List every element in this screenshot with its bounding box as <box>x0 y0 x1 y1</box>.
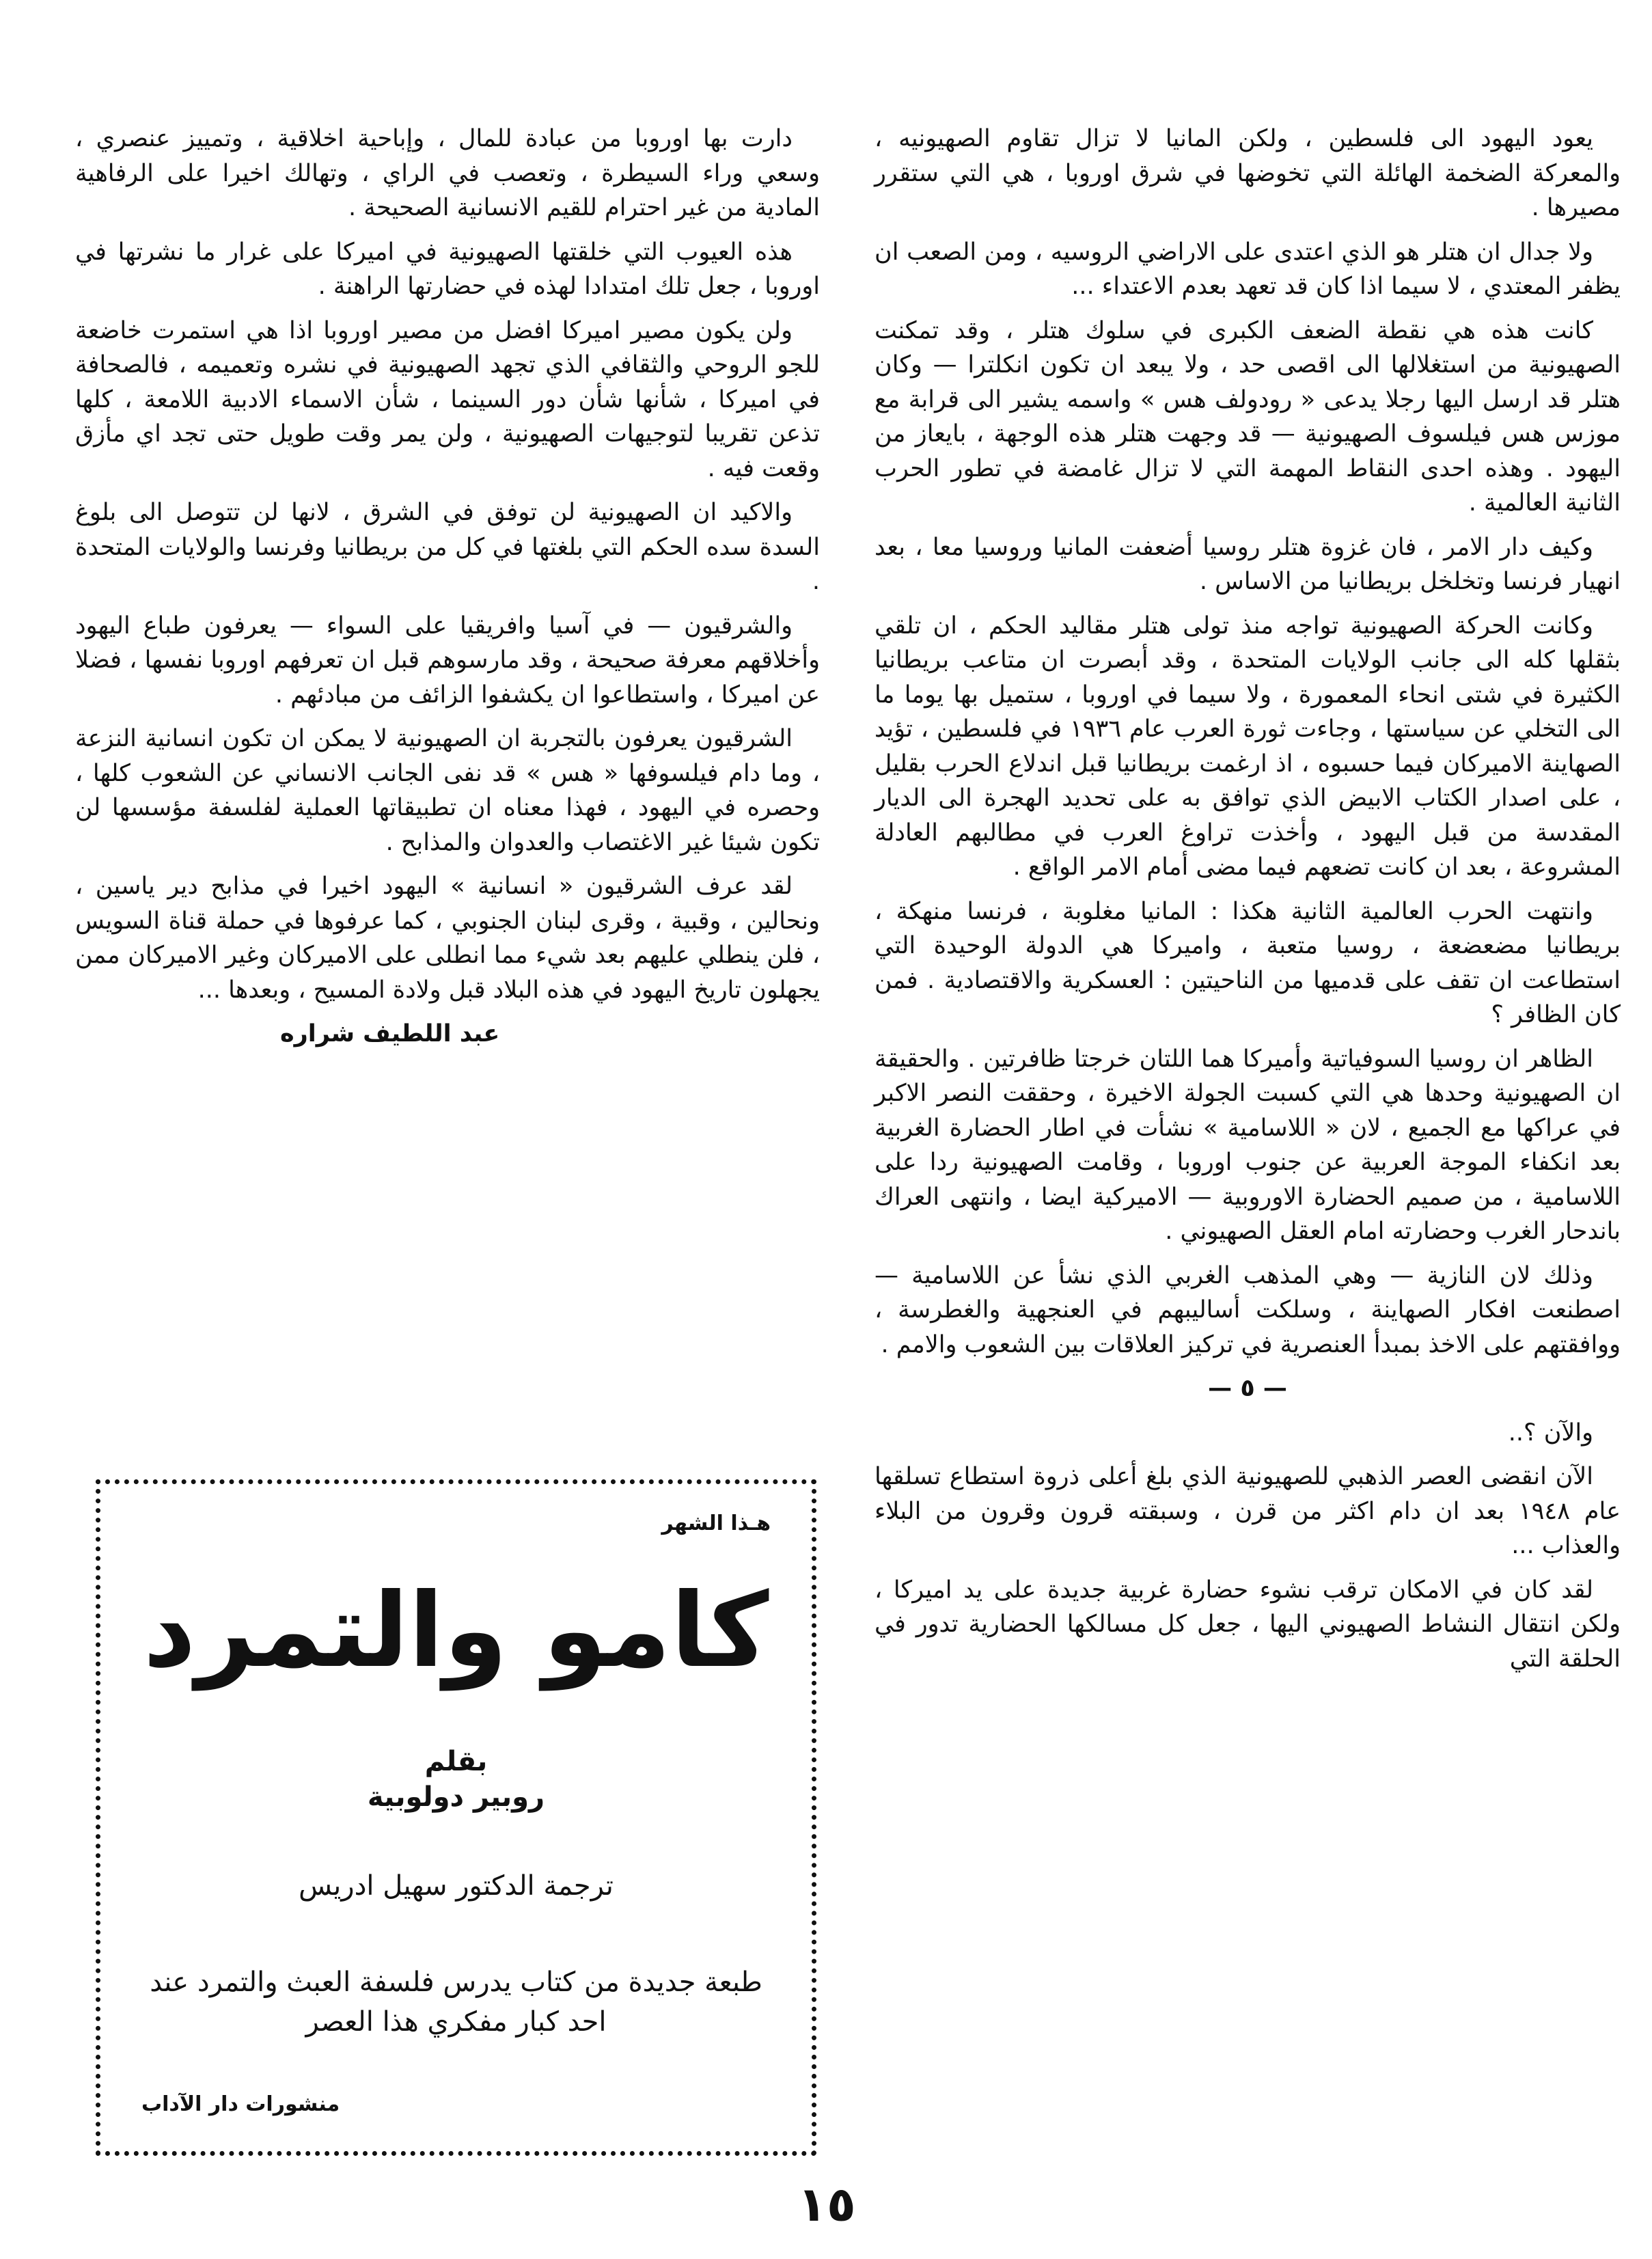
left-column <box>75 122 820 1061</box>
paragraph: والاكيد ان الصهيونية لن توفق في الشرق ، لانها لن تتوصل الى بلوغ السدة سده الحكم التي بلغتها في كل من بريطانيا وفرنسا والولايات المتحدة . <box>75 499 820 595</box>
paragraph: هذه العيوب التي خلقتها الصهيونية في اميركا على غرار ما نشرتها في اوروبا ، جعل تلك امتدادا لهذه في حضارتها الراهنة . <box>75 238 820 300</box>
ad-book-title: كامو والتمرد <box>143 1572 769 1690</box>
ad-kicker: هـذا الشهر <box>661 1511 771 1535</box>
ad-byline <box>100 1744 812 1815</box>
paragraph: يعود اليهود الى فلسطين ، ولكن المانيا لا تزال تقاوم الصهيونيه ، والمعركة الضخمة الهائلة التي تخوضها في شرق اوروبا ، هي التي ستقرر مصيرها . <box>875 125 1621 221</box>
paragraph: ولا جدال ان هتلر هو الذي اعتدى على الاراضي الروسيه ، ومن الصعب ان يظفر المعتدي ، لا سيما اذا كان قد تعهد بعدم الاعتداء ... <box>875 238 1621 300</box>
section-number: — ٥ — <box>1208 1375 1287 1402</box>
paragraph: وكيف دار الامر ، فان غزوة هتلر روسيا أضعفت المانيا وروسيا معا ، بعد انهيار فرنسا وتخلخل بريطانيا من الاساس . <box>875 533 1621 595</box>
book-advertisement <box>96 1479 816 2156</box>
paragraph: لقد كان في الامكان ترقب نشوء حضارة غربية جديدة على يد اميركا ، ولكن انتقال النشاط الصهيوني اليها ، جعل كل مسالكها الحضارية تدور في الحلقة التي <box>875 1576 1621 1673</box>
page-number: ١٥ <box>797 2176 856 2232</box>
paragraph: دارت بها اوروبا من عبادة للمال ، وإباحية اخلاقية ، وتمييز عنصري ، وسعي وراء السيطرة ، وتعصب في الراي ، وتهالك اخيرا على الرفاهية المادية من غير احترام للقيم الانسانية الصحيحة . <box>75 125 820 221</box>
ad-description: طبعة جديدة من كتاب يدرس فلسفة العبث والتمرد عند احد كبار مفكري هذا العصر <box>150 1967 762 2038</box>
paragraph: وذلك لان النازية — وهي المذهب الغربي الذي نشأ عن اللاسامية — اصطنعت افكار الصهاينة ، وسلكت أساليبهم في العنجهية والغطرسة ، ووافقتهم على الاخذ بمبدأ العنصرية في تركيز العلاقات بين الشعوب والامم . <box>875 1261 1621 1358</box>
ad-publisher: منشورات دار الآداب <box>141 2092 340 2116</box>
paragraph: الظاهر ان روسيا السوفياتية وأميركا هما اللتان خرجتا ظافرتين . والحقيقة ان الصهيونية وحدها هي التي كسبت الجولة الاخيرة ، وحققت النصر الاكبر في عراكها مع الجميع ، لان « اللاسامية » نشأت في اطار الحضارة الغربية بعد انكفاء الموجة العربية عن جنوب اوروبا ، وقامت الصهيونية ردا على اللاسامية ، من صميم الحضارة الاوروبية — الاميركية ايضا ، وانتهى العراك باندحار الغرب وحضارته امام العقل الصهيوني . <box>875 1045 1621 1245</box>
paragraph: وكانت الحركة الصهيونية تواجه منذ تولى هتلر مقاليد الحكم ، ان تلقي بثقلها كله الى جانب الولايات المتحدة ، وقد أبصرت ان متاعب بريطانيا الكثيرة في شتى انحاء المعمورة ، ولا سيما في اوروبا ، ستميل بها يوما ما الى التخلي عن سياستها ، وجاءت ثورة العرب عام ١٩٣٦ في فلسطين ، تؤيد الصهاينة الاميركان فيما حسبوه ، اذ ارغمت بريطانيا قبل اندلاع الحرب بقليل ، على اصدار الكتاب الابيض الذي توافق به على تحديد الهجرة الى الديار المقدسة من قبل اليهود ، وأخذت تراوغ العرب في مطالبهم العادلة المشروعة ، بعد ان كانت تضعهم فيما مضى أمام الامر الواقع . <box>875 612 1621 881</box>
paragraph: والشرقيون — في آسيا وافريقيا على السواء — يعرفون طباع اليهود وأخلاقهم معرفة صحيحة ، وقد مارسوهم قبل ان تعرفهم اوروبا نفسها ، فضلا عن اميركا ، واستطاعوا ان يكشفوا الزائف من مبادئهم . <box>75 612 820 709</box>
ad-author: روبير دولوبية <box>367 1781 545 1813</box>
paragraph: والآن ؟.. <box>1508 1419 1593 1447</box>
paragraph: الآن انقضى العصر الذهبي للصهيونية الذي بلغ أعلى ذروة استطاع تسلقها عام ١٩٤٨ بعد ان دام اكثر من قرن ، وسبقته قرون وقرون من البلاء والعذاب ... <box>875 1463 1621 1559</box>
paragraph: ولن يكون مصير اميركا افضل من مصير اوروبا اذا هي استمرت خاضعة للجو الروحي والثقافي الذي تجهد الصهيونية في نشره وتعميمه ، فالصحافة في اميركا ، شأنها شأن دور السينما ، شأن الاسماء الادبية اللامعة ، كلها تذعن تقريبا لتوجيهات الصهيونية ، ولن يمر وقت طويل حتى تجد اي مأزق وقعت فيه . <box>75 316 820 482</box>
paragraph: وانتهت الحرب العالمية الثانية هكذا : المانيا مغلوبة ، فرنسا منهكة ، بريطانيا مضعضعة ، روسيا متعبة ، واميركا هي الدولة الوحيدة التي استطاعت ان تقف على قدميها من الناحيتين : العسكرية والاقتصادية . فمن كان الظافر ؟ <box>875 897 1621 1028</box>
paragraph: لقد عرف الشرقيون « انسانية » اليهود اخيرا في مذابح دير ياسين ، ونحالين ، وقبية ، وقرى لبنان الجنوبي ، كما عرفوها في حملة قناة السويس ، فلن ينطلي عليهم بعد شيء مما انطلى على الاميركان وغير الاميركان ممن يجهلون تاريخ اليهود في هذه البلاد قبل ولادة المسيح ، وبعدها ... <box>75 873 820 1004</box>
paragraph: كانت هذه هي نقطة الضعف الكبرى في سلوك هتلر ، وقد تمكنت الصهيونية من استغلالها الى اقصى حد ، ولا يبعد ان تكون انكلترا — وكان هتلر قد ارسل اليها رجلا يدعى « رودولف هس » واسمه يشير الى قرابة مع موزس هس فيلسوف الصهيونية — قد وجهت هتلر هذه الوجهة ، بايعاز من اليهود . وهذه احدى النقاط المهمة التي لا تزال غامضة في تطور الحرب الثانية العالمية . <box>875 316 1621 517</box>
author-signature: عبد اللطيف شراره <box>280 1020 500 1048</box>
ad-translator: ترجمة الدكتور سهيل ادريس <box>299 1870 614 1902</box>
ad-by-label: بقلم <box>424 1746 488 1777</box>
right-column <box>875 122 1621 1686</box>
paragraph: الشرقيون يعرفون بالتجربة ان الصهيونية لا يمكن ان تكون انسانية النزعة ، وما دام فيلسوفها « هس » قد نفى الجانب الانساني عن الشعوب كلها ، وحصره في اليهود ، فهذا معناه ان تطبيقاتها العملية لفلسفة مؤسسها لن تكون شيئا غير الاغتصاب والعدوان والمذابح . <box>75 725 820 856</box>
